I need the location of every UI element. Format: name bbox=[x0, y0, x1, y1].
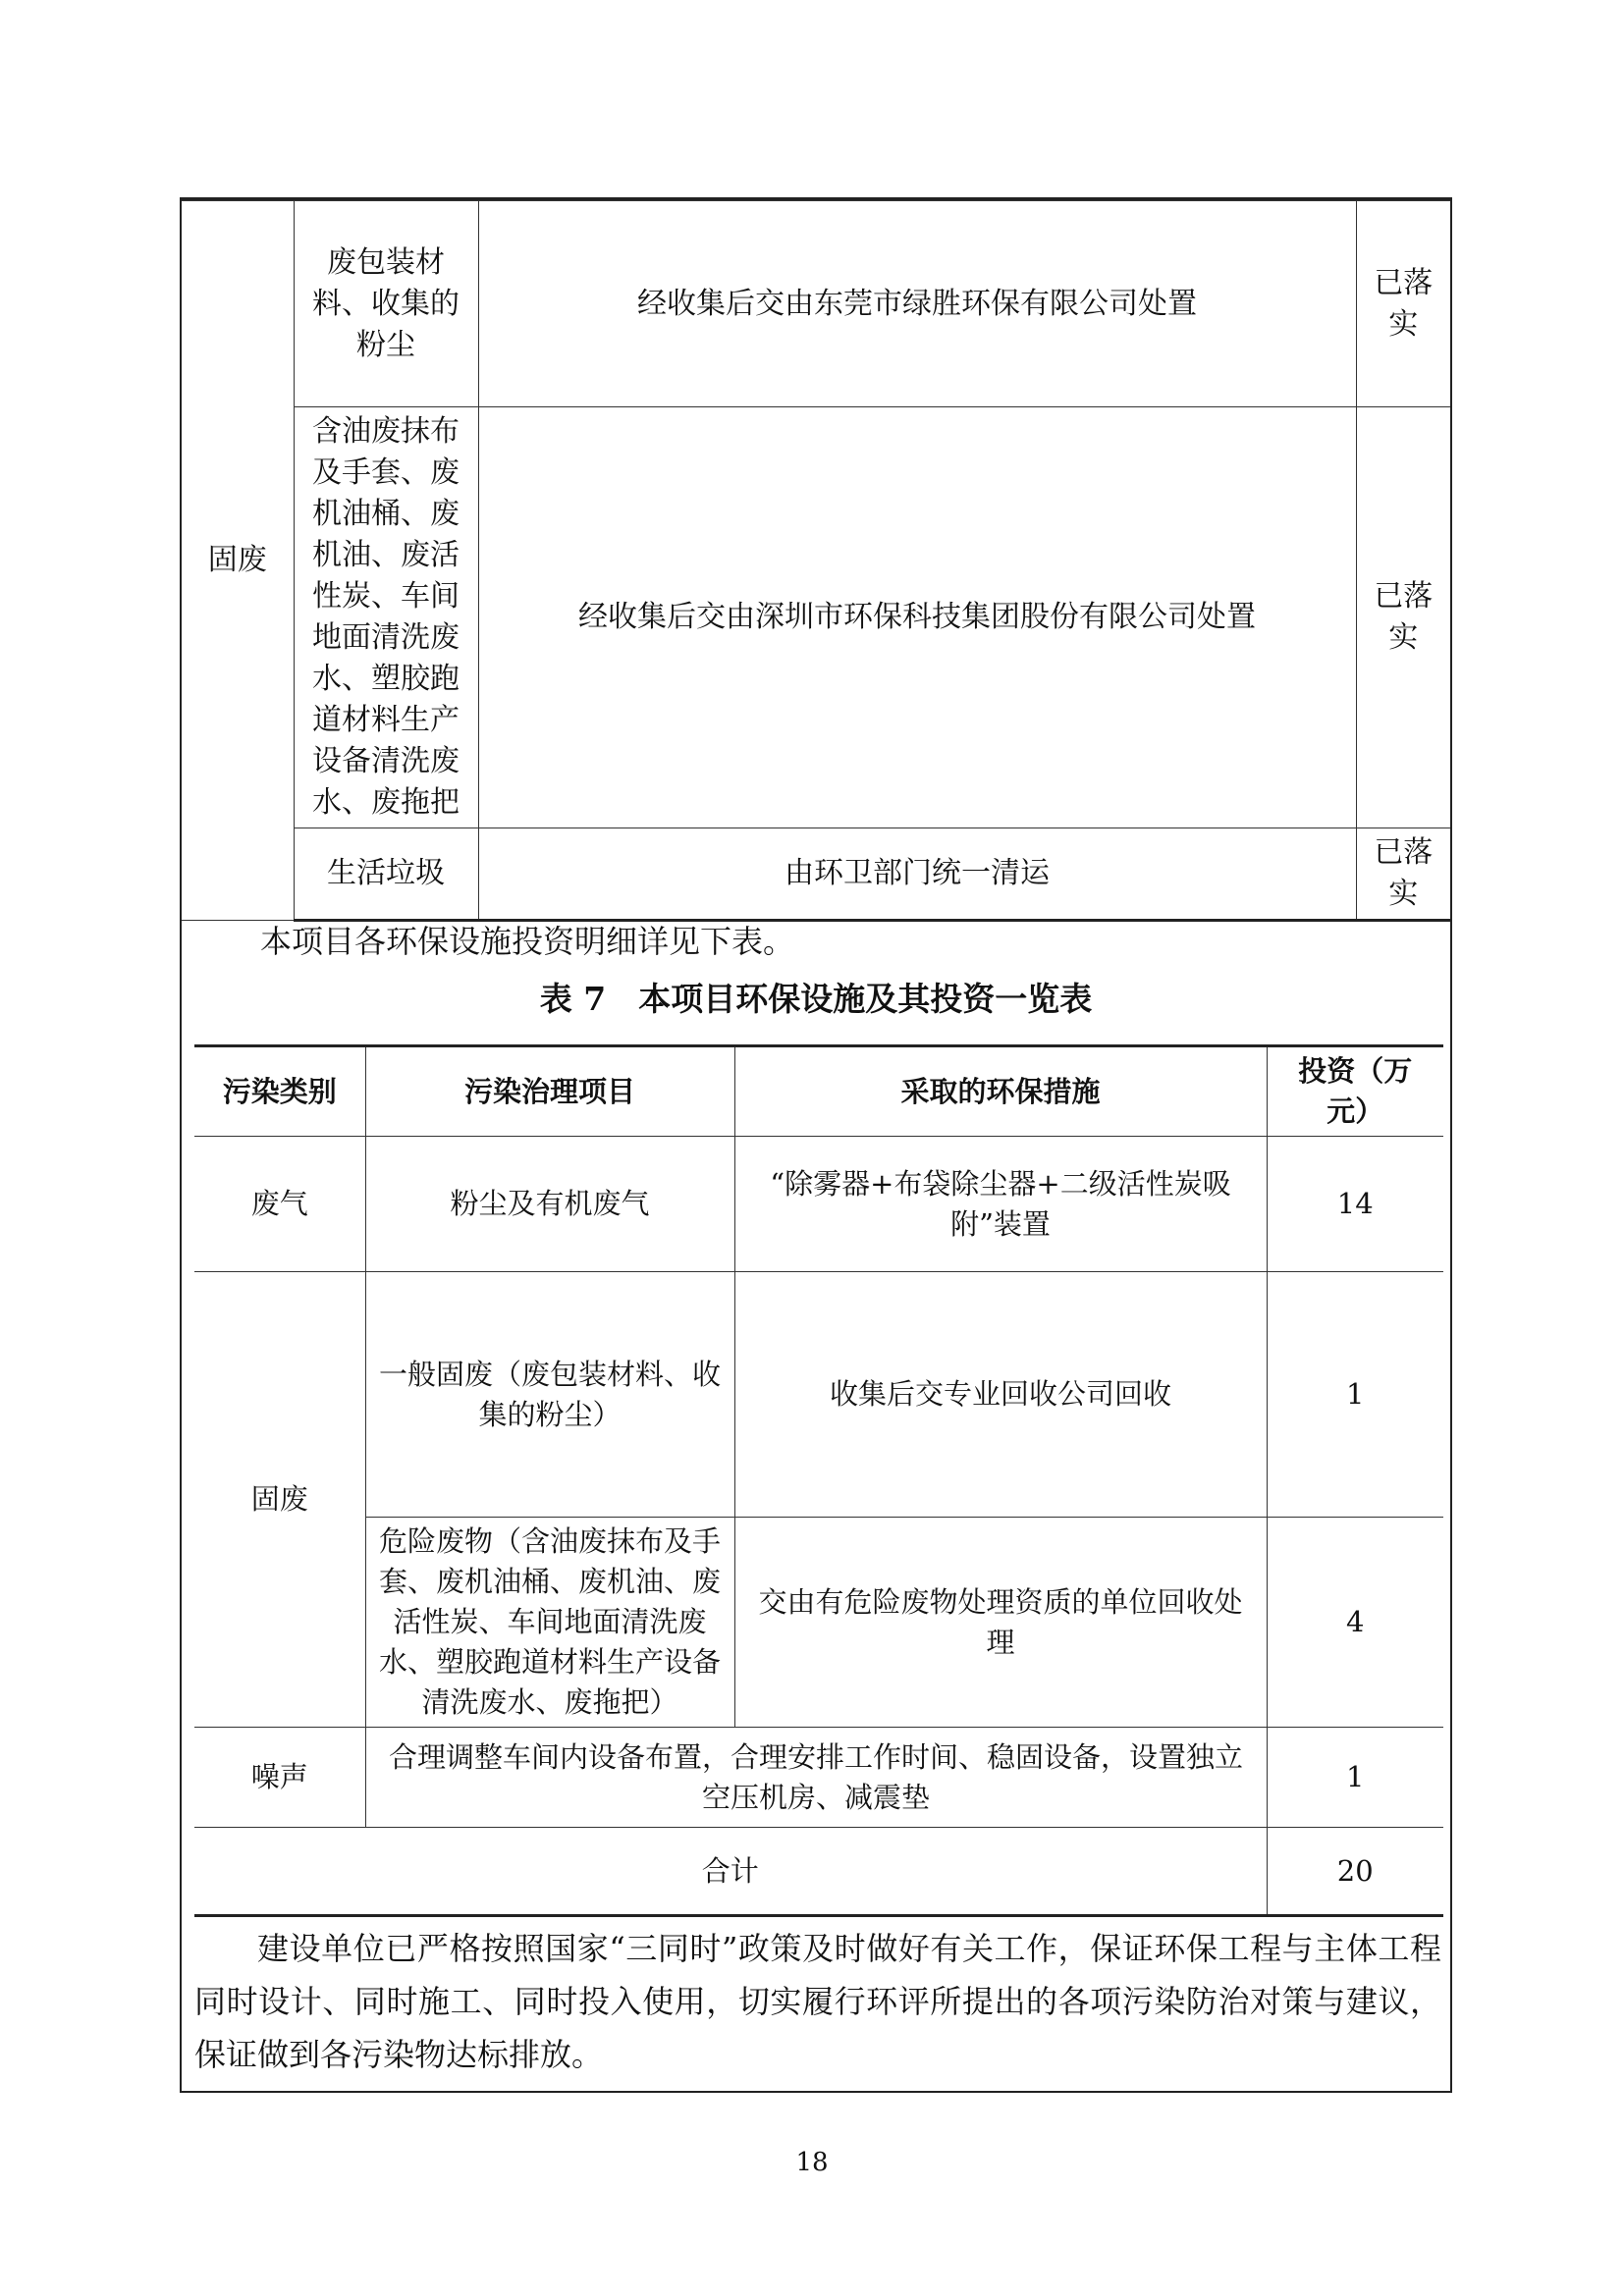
table-row bbox=[194, 1137, 1443, 1272]
item-cell: 含油废抹布及手套、废机油桶、废机油、废活性炭、车间地面清洗废水、塑胶跑道材料生产设备清洗废水、废拖把 bbox=[294, 407, 478, 828]
table-row bbox=[182, 407, 1450, 828]
category-cell: 固废 bbox=[194, 1272, 365, 1728]
total-label: 合计 bbox=[194, 1828, 1267, 1916]
table-row bbox=[182, 828, 1450, 921]
status-cell: 已落实 bbox=[1356, 828, 1450, 921]
measure-cell: 经收集后交由深圳市环保科技集团股份有限公司处置 bbox=[478, 407, 1356, 828]
intro-paragraph: 本项目各环保设施投资明细详见下表。 bbox=[260, 923, 795, 960]
item-cell: 生活垃圾 bbox=[294, 828, 478, 921]
measure-cell: 由环卫部门统一清运 bbox=[478, 828, 1356, 921]
measure-cell: 交由有危险废物处理资质的单位回收处理 bbox=[734, 1518, 1267, 1728]
page-number: 18 bbox=[795, 2148, 829, 2177]
category-cell: 噪声 bbox=[194, 1728, 365, 1828]
investment-cell: 1 bbox=[1267, 1728, 1443, 1828]
investment-cell: 14 bbox=[1267, 1137, 1443, 1272]
investment-table bbox=[194, 1044, 1443, 1917]
table-row bbox=[194, 1518, 1443, 1728]
table-row bbox=[194, 1728, 1443, 1828]
measure-cell: 收集后交专业回收公司回收 bbox=[734, 1272, 1267, 1518]
status-cell: 已落实 bbox=[1356, 201, 1450, 407]
measures-table bbox=[182, 200, 1450, 922]
status-cell: 已落实 bbox=[1356, 407, 1450, 828]
table-total-row bbox=[194, 1828, 1443, 1916]
measure-cell: “除雾器+布袋除尘器+二级活性炭吸附”装置 bbox=[734, 1137, 1267, 1272]
total-investment: 20 bbox=[1267, 1828, 1443, 1916]
header-item: 污染治理项目 bbox=[365, 1046, 734, 1137]
measure-cell: 经收集后交由东莞市绿胜环保有限公司处置 bbox=[478, 201, 1356, 407]
header-measure: 采取的环保措施 bbox=[734, 1046, 1267, 1137]
table-row bbox=[182, 201, 1450, 407]
investment-cell: 4 bbox=[1267, 1518, 1443, 1728]
header-category: 污染类别 bbox=[194, 1046, 365, 1137]
item-cell: 废包装材料、收集的粉尘 bbox=[294, 201, 478, 407]
header-investment: 投资（万元） bbox=[1267, 1046, 1443, 1137]
closing-paragraph: 建设单位已严格按照国家“三同时”政策及时做好有关工作，保证环保工程与主体工程同时设计、同时施工、同时投入使用，切实履行环评所提出的各项污染防治对策与建议，保证做到各污染物达标排放。 bbox=[194, 1930, 1441, 2073]
category-cell: 废气 bbox=[194, 1137, 365, 1272]
item-cell: 一般固废（废包装材料、收集的粉尘） bbox=[365, 1272, 734, 1518]
item-cell: 粉尘及有机废气 bbox=[365, 1137, 734, 1272]
category-cell: 固废 bbox=[182, 201, 294, 921]
table-caption: 表 7 本项目环保设施及其投资一览表 bbox=[539, 980, 1093, 1018]
table-row bbox=[194, 1272, 1443, 1518]
item-cell: 危险废物（含油废抹布及手套、废机油桶、废机油、废活性炭、车间地面清洗废水、塑胶跑道材料生产设备清洗废水、废拖把） bbox=[365, 1518, 734, 1728]
table-header-row bbox=[194, 1046, 1443, 1137]
measure-cell: 合理调整车间内设备布置，合理安排工作时间、稳固设备，设置独立空压机房、减震垫 bbox=[365, 1728, 1267, 1828]
investment-cell: 1 bbox=[1267, 1272, 1443, 1518]
